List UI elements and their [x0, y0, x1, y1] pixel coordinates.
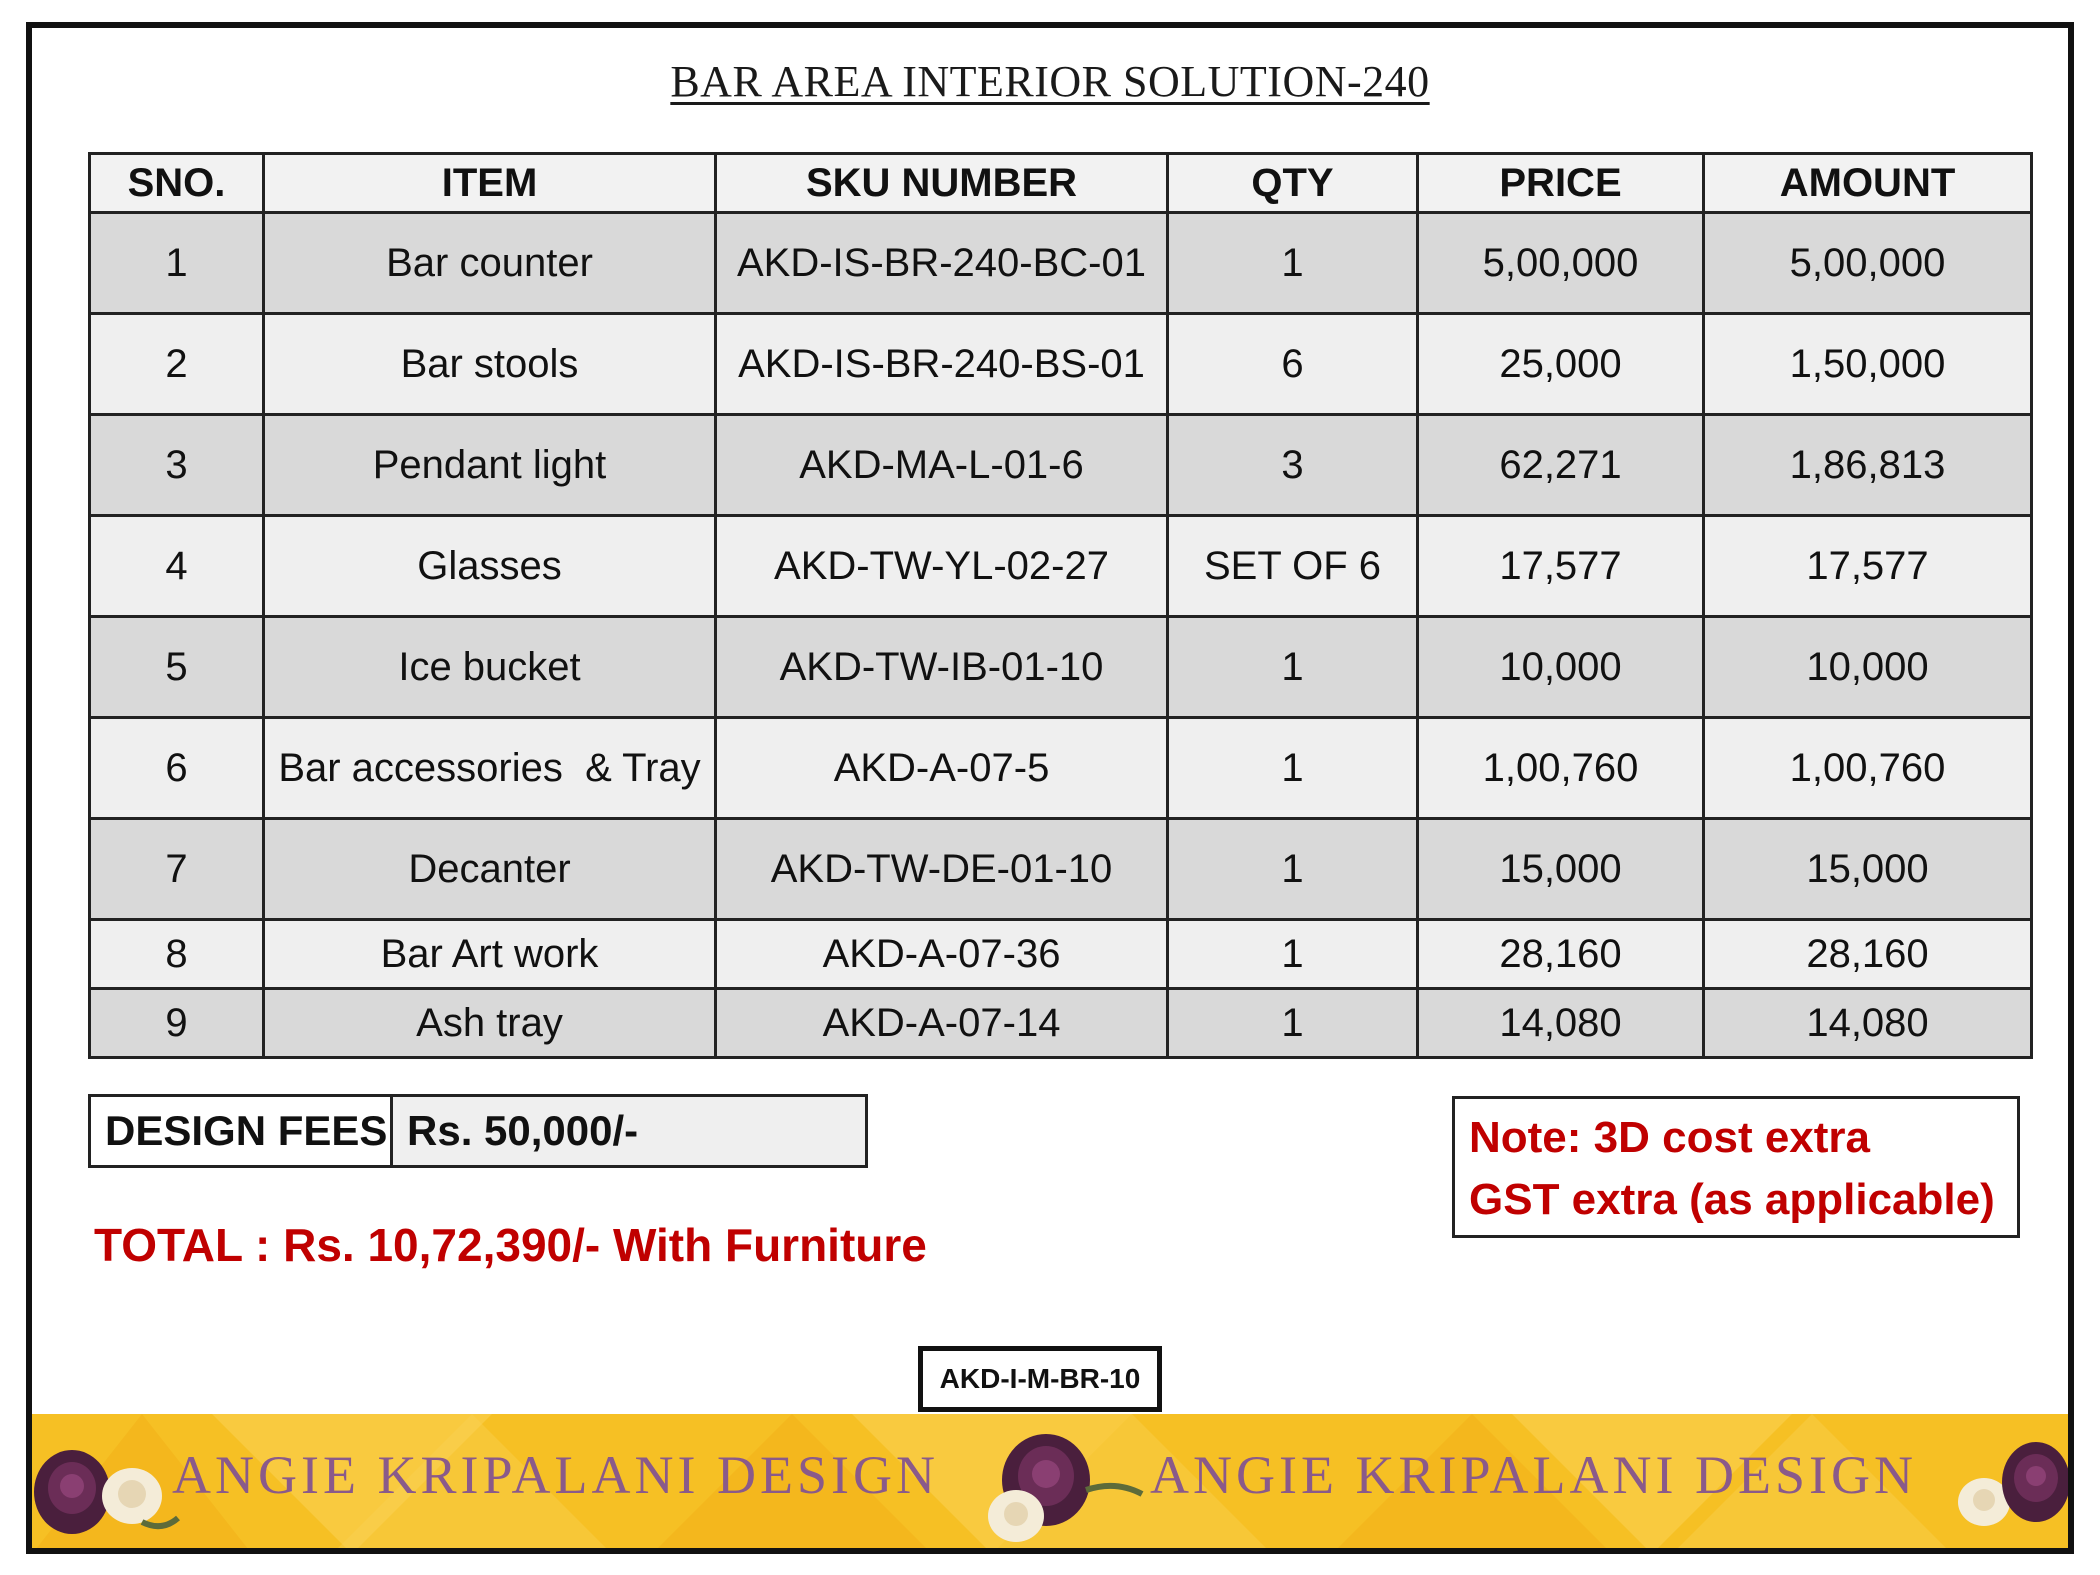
table-row	[90, 213, 2032, 314]
cell-amount: 5,00,000	[1704, 213, 2032, 314]
cell-price: 28,160	[1418, 920, 1704, 989]
header-sno: SNO.	[90, 154, 264, 213]
header-amount: AMOUNT	[1704, 154, 2032, 213]
cell-sno: 1	[90, 213, 264, 314]
items-table	[88, 152, 2033, 1059]
table-row	[90, 819, 2032, 920]
cell-qty: SET OF 6	[1168, 516, 1418, 617]
cell-sno: 9	[90, 989, 264, 1058]
cell-sno: 3	[90, 415, 264, 516]
cell-qty: 1	[1168, 617, 1418, 718]
note-line-1: Note: 3D cost extra	[1469, 1113, 1871, 1162]
cell-qty: 1	[1168, 718, 1418, 819]
cell-qty: 6	[1168, 314, 1418, 415]
rose-ornament-left-icon	[32, 1422, 182, 1552]
cell-amount: 14,080	[1704, 989, 2032, 1058]
brand-name-left: ANGIE KRIPALANI DESIGN	[172, 1445, 939, 1505]
cell-item: Pendant light	[264, 415, 716, 516]
header-item: ITEM	[264, 154, 716, 213]
cell-item: Bar counter	[264, 213, 716, 314]
cell-sno: 6	[90, 718, 264, 819]
cell-sku: AKD-A-07-5	[716, 718, 1168, 819]
table-row	[90, 516, 2032, 617]
cell-sku: AKD-A-07-36	[716, 920, 1168, 989]
cell-amount: 1,86,813	[1704, 415, 2032, 516]
cell-amount: 10,000	[1704, 617, 2032, 718]
cell-price: 10,000	[1418, 617, 1704, 718]
brand-name-right: ANGIE KRIPALANI DESIGN	[1150, 1445, 1917, 1505]
cell-price: 14,080	[1418, 989, 1704, 1058]
header-price: PRICE	[1418, 154, 1704, 213]
design-fees-box	[88, 1094, 868, 1168]
rose-ornament-right-icon	[1944, 1422, 2068, 1552]
note-line-2: GST extra (as applicable)	[1469, 1175, 1995, 1224]
cell-sku: AKD-MA-L-01-6	[716, 415, 1168, 516]
document-code: AKD-I-M-BR-10	[918, 1346, 1162, 1412]
cell-price: 25,000	[1418, 314, 1704, 415]
cell-sku: AKD-IS-BR-240-BS-01	[716, 314, 1168, 415]
cell-sku: AKD-TW-DE-01-10	[716, 819, 1168, 920]
cell-qty: 1	[1168, 213, 1418, 314]
cell-sku: AKD-TW-YL-02-27	[716, 516, 1168, 617]
cell-price: 17,577	[1418, 516, 1704, 617]
cell-qty: 3	[1168, 415, 1418, 516]
design-fees-label: DESIGN FEES	[91, 1097, 393, 1165]
cell-sno: 8	[90, 920, 264, 989]
cell-sku: AKD-A-07-14	[716, 989, 1168, 1058]
cell-amount: 15,000	[1704, 819, 2032, 920]
cell-amount: 28,160	[1704, 920, 2032, 989]
note-box	[1452, 1096, 2020, 1238]
header-qty: QTY	[1168, 154, 1418, 213]
document-frame	[26, 22, 2074, 1554]
brand-footer	[32, 1414, 2068, 1554]
cell-amount: 1,50,000	[1704, 314, 2032, 415]
table-row	[90, 989, 2032, 1058]
cell-price: 15,000	[1418, 819, 1704, 920]
cell-item: Ice bucket	[264, 617, 716, 718]
cell-price: 62,271	[1418, 415, 1704, 516]
cell-sno: 4	[90, 516, 264, 617]
cell-item: Ash tray	[264, 989, 716, 1058]
cell-qty: 1	[1168, 819, 1418, 920]
cell-amount: 17,577	[1704, 516, 2032, 617]
header-sku: SKU NUMBER	[716, 154, 1168, 213]
table-header-row	[90, 154, 2032, 213]
cell-item: Bar accessories & Tray	[264, 718, 716, 819]
cell-item: Bar stools	[264, 314, 716, 415]
rose-ornament-center-icon	[976, 1420, 1146, 1552]
cell-sno: 5	[90, 617, 264, 718]
table-row	[90, 718, 2032, 819]
cell-item: Decanter	[264, 819, 716, 920]
design-fees-value: Rs. 50,000/-	[393, 1097, 865, 1165]
table-row	[90, 920, 2032, 989]
total-line: TOTAL : Rs. 10,72,390/- With Furniture	[94, 1219, 927, 1271]
table-row	[90, 415, 2032, 516]
page-title: BAR AREA INTERIOR SOLUTION-240	[670, 57, 1430, 106]
cell-item: Bar Art work	[264, 920, 716, 989]
cell-qty: 1	[1168, 920, 1418, 989]
cell-price: 5,00,000	[1418, 213, 1704, 314]
table-row	[90, 314, 2032, 415]
cell-sku: AKD-TW-IB-01-10	[716, 617, 1168, 718]
table-row	[90, 617, 2032, 718]
cell-amount: 1,00,760	[1704, 718, 2032, 819]
cell-price: 1,00,760	[1418, 718, 1704, 819]
cell-qty: 1	[1168, 989, 1418, 1058]
cell-sno: 7	[90, 819, 264, 920]
cell-sno: 2	[90, 314, 264, 415]
cell-sku: AKD-IS-BR-240-BC-01	[716, 213, 1168, 314]
cell-item: Glasses	[264, 516, 716, 617]
